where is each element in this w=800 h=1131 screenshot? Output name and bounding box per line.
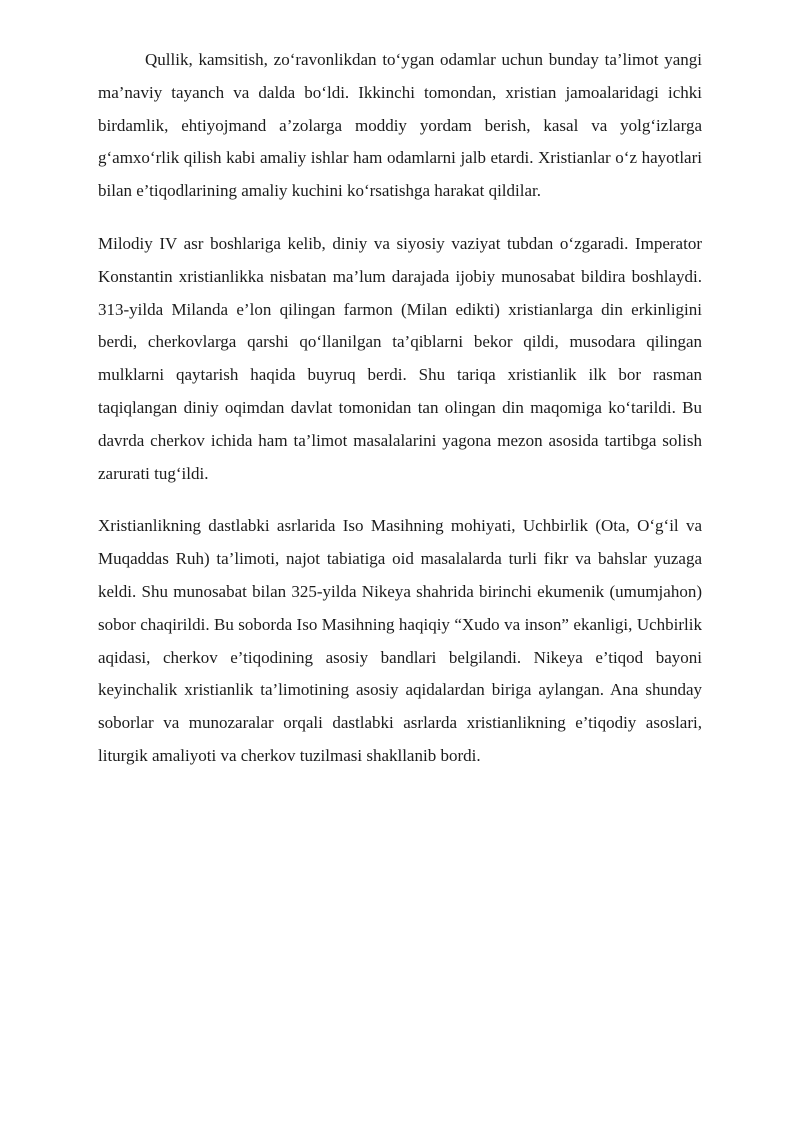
paragraph-2: Milodiy IV asr boshlariga kelib, diniy va siyosiy vaziyat tubdan o‘zgaradi. Imperator Konstantin xristianlikka nisbatan ma’lum darajada ijobiy munosabat bildira boshlaydi. 313-yilda Milanda e’lon qilingan farmon (Milan edikti) xristianlarga din erkinligini berdi, cherkovlarga qarshi qo‘llanilgan ta’qiblarni bekor qildi, musodara qilingan mulklarni qaytarish haqida buyruq berdi. Shu tariqa xristianlik ilk bor rasman taqiqlangan diniy oqimdan davlat tomonidan tan olingan din maqomiga ko‘tarildi. Bu davrda cherkov ichida ham ta’limot masalalarini yagona mezon asosida tartibga solish zarurati tug‘ildi. [98, 233, 702, 483]
paragraph-3: Xristianlikning dastlabki asrlarida Iso Masihning mohiyati, Uchbirlik (Ota, O‘g‘il va Muqaddas Ruh) ta’limoti, najot tabiatiga oid masalalarda turli fikr va bahslar yuzaga keldi. Shu munosabat bilan 325-yilda Nikeya shahrida birinchi ekumenik (umumjahon) sobor chaqirildi. Bu soborda Iso Masihning haqiqiy “Xudo va inson” ekanligi, Uchbirlik aqidasi, cherkov e’tiqodining asosiy bandlari belgilandi. Nikeya e’tiqod bayoni keyinchalik xristianlik ta’limotining asosiy aqidalardan biriga aylangan. Ana shunday soborlar va munozaralar orqali dastlabki asrlarda xristianlikning e’tiqodiy asoslari, liturgik amaliyoti va cherkov tuzilmasi shakllanib bordi. [98, 516, 702, 765]
paragraph-1: Qullik, kamsitish, zo‘ravonlikdan to‘ygan odamlar uchun bunday ta’limot yangi ma’naviy tayanch va dalda bo‘ldi. Ikkinchi tomondan, xristian jamoalaridagi ichki birdamlik, ehtiyojmand a’zolarga moddiy yordam berish, kasal va yolg‘izlarga g‘amxo‘rlik qilish kabi amaliy ishlar ham odamlarni jalb etardi. Xristianlar o‘z hayotlari bilan e’tiqodlarining amaliy kuchini ko‘rsatishga harakat qildilar. [98, 50, 702, 201]
document-page [98, 44, 702, 793]
